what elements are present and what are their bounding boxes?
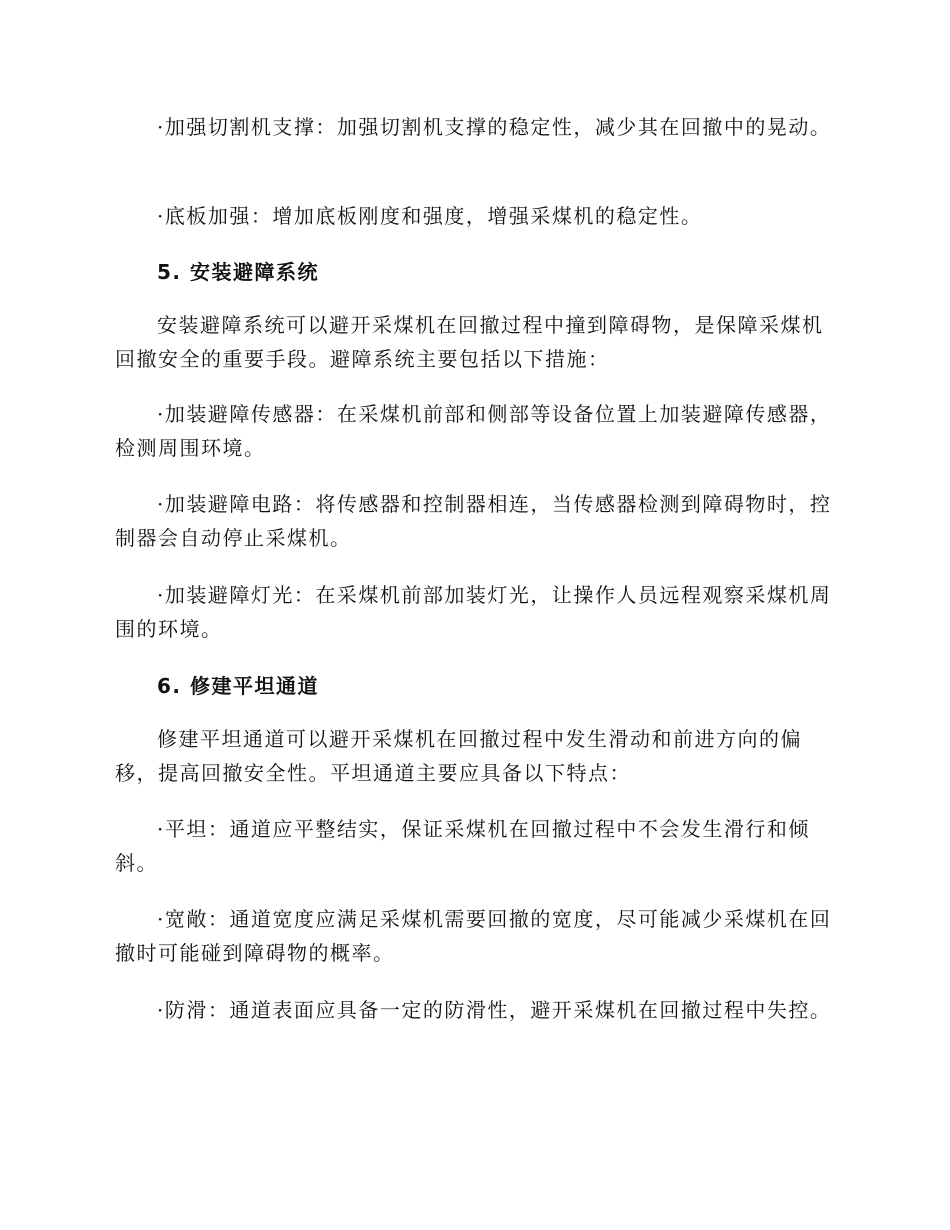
bullet-obstacle-sensor: ·加装避障传感器：在采煤机前部和侧部等设备位置上加装避障传感器，检测周围环境。 bbox=[115, 402, 832, 460]
bullet-flat: ·平坦：通道应平整结实，保证采煤机在回撤过程中不会发生滑行和倾斜。 bbox=[115, 817, 810, 875]
bullet-wide: ·宽敞：通道宽度应满足采煤机需要回撤的宽度，尽可能减少采煤机在回撤时可能碰到障碍物的概率。 bbox=[115, 907, 832, 965]
bullet-anti-slip: ·防滑：通道表面应具备一定的防滑性，避开采煤机在回撤过程中失控。 bbox=[157, 998, 832, 1022]
bullet-floor-reinforce: ·底板加强：增加底板刚度和强度，增强采煤机的稳定性。 bbox=[157, 204, 703, 228]
bullet-obstacle-light: ·加装避障灯光：在采煤机前部加装灯光，让操作人员远程观察采煤机周围的环境。 bbox=[115, 583, 832, 641]
section-5-intro: 安装避障系统可以避开采煤机在回撤过程中撞到障碍物，是保障采煤机回撤安全的重要手段。避障系统主要包括以下措施： bbox=[115, 313, 824, 371]
section-heading-5: 5. 安装避障系统 bbox=[157, 260, 319, 284]
section-heading-6: 6. 修建平坦通道 bbox=[157, 674, 319, 698]
bullet-obstacle-circuit: ·加装避障电路：将传感器和控制器相连，当传感器检测到障碍物时，控制器会自动停止采煤机。 bbox=[115, 492, 832, 550]
bullet-cutter-support: ·加强切割机支撑：加强切割机支撑的稳定性，减少其在回撤中的晃动。 bbox=[157, 115, 832, 139]
section-6-intro: 修建平坦通道可以避开采煤机在回撤过程中发生滑动和前进方向的偏移，提高回撤安全性。平坦通道主要应具备以下特点： bbox=[115, 727, 802, 785]
